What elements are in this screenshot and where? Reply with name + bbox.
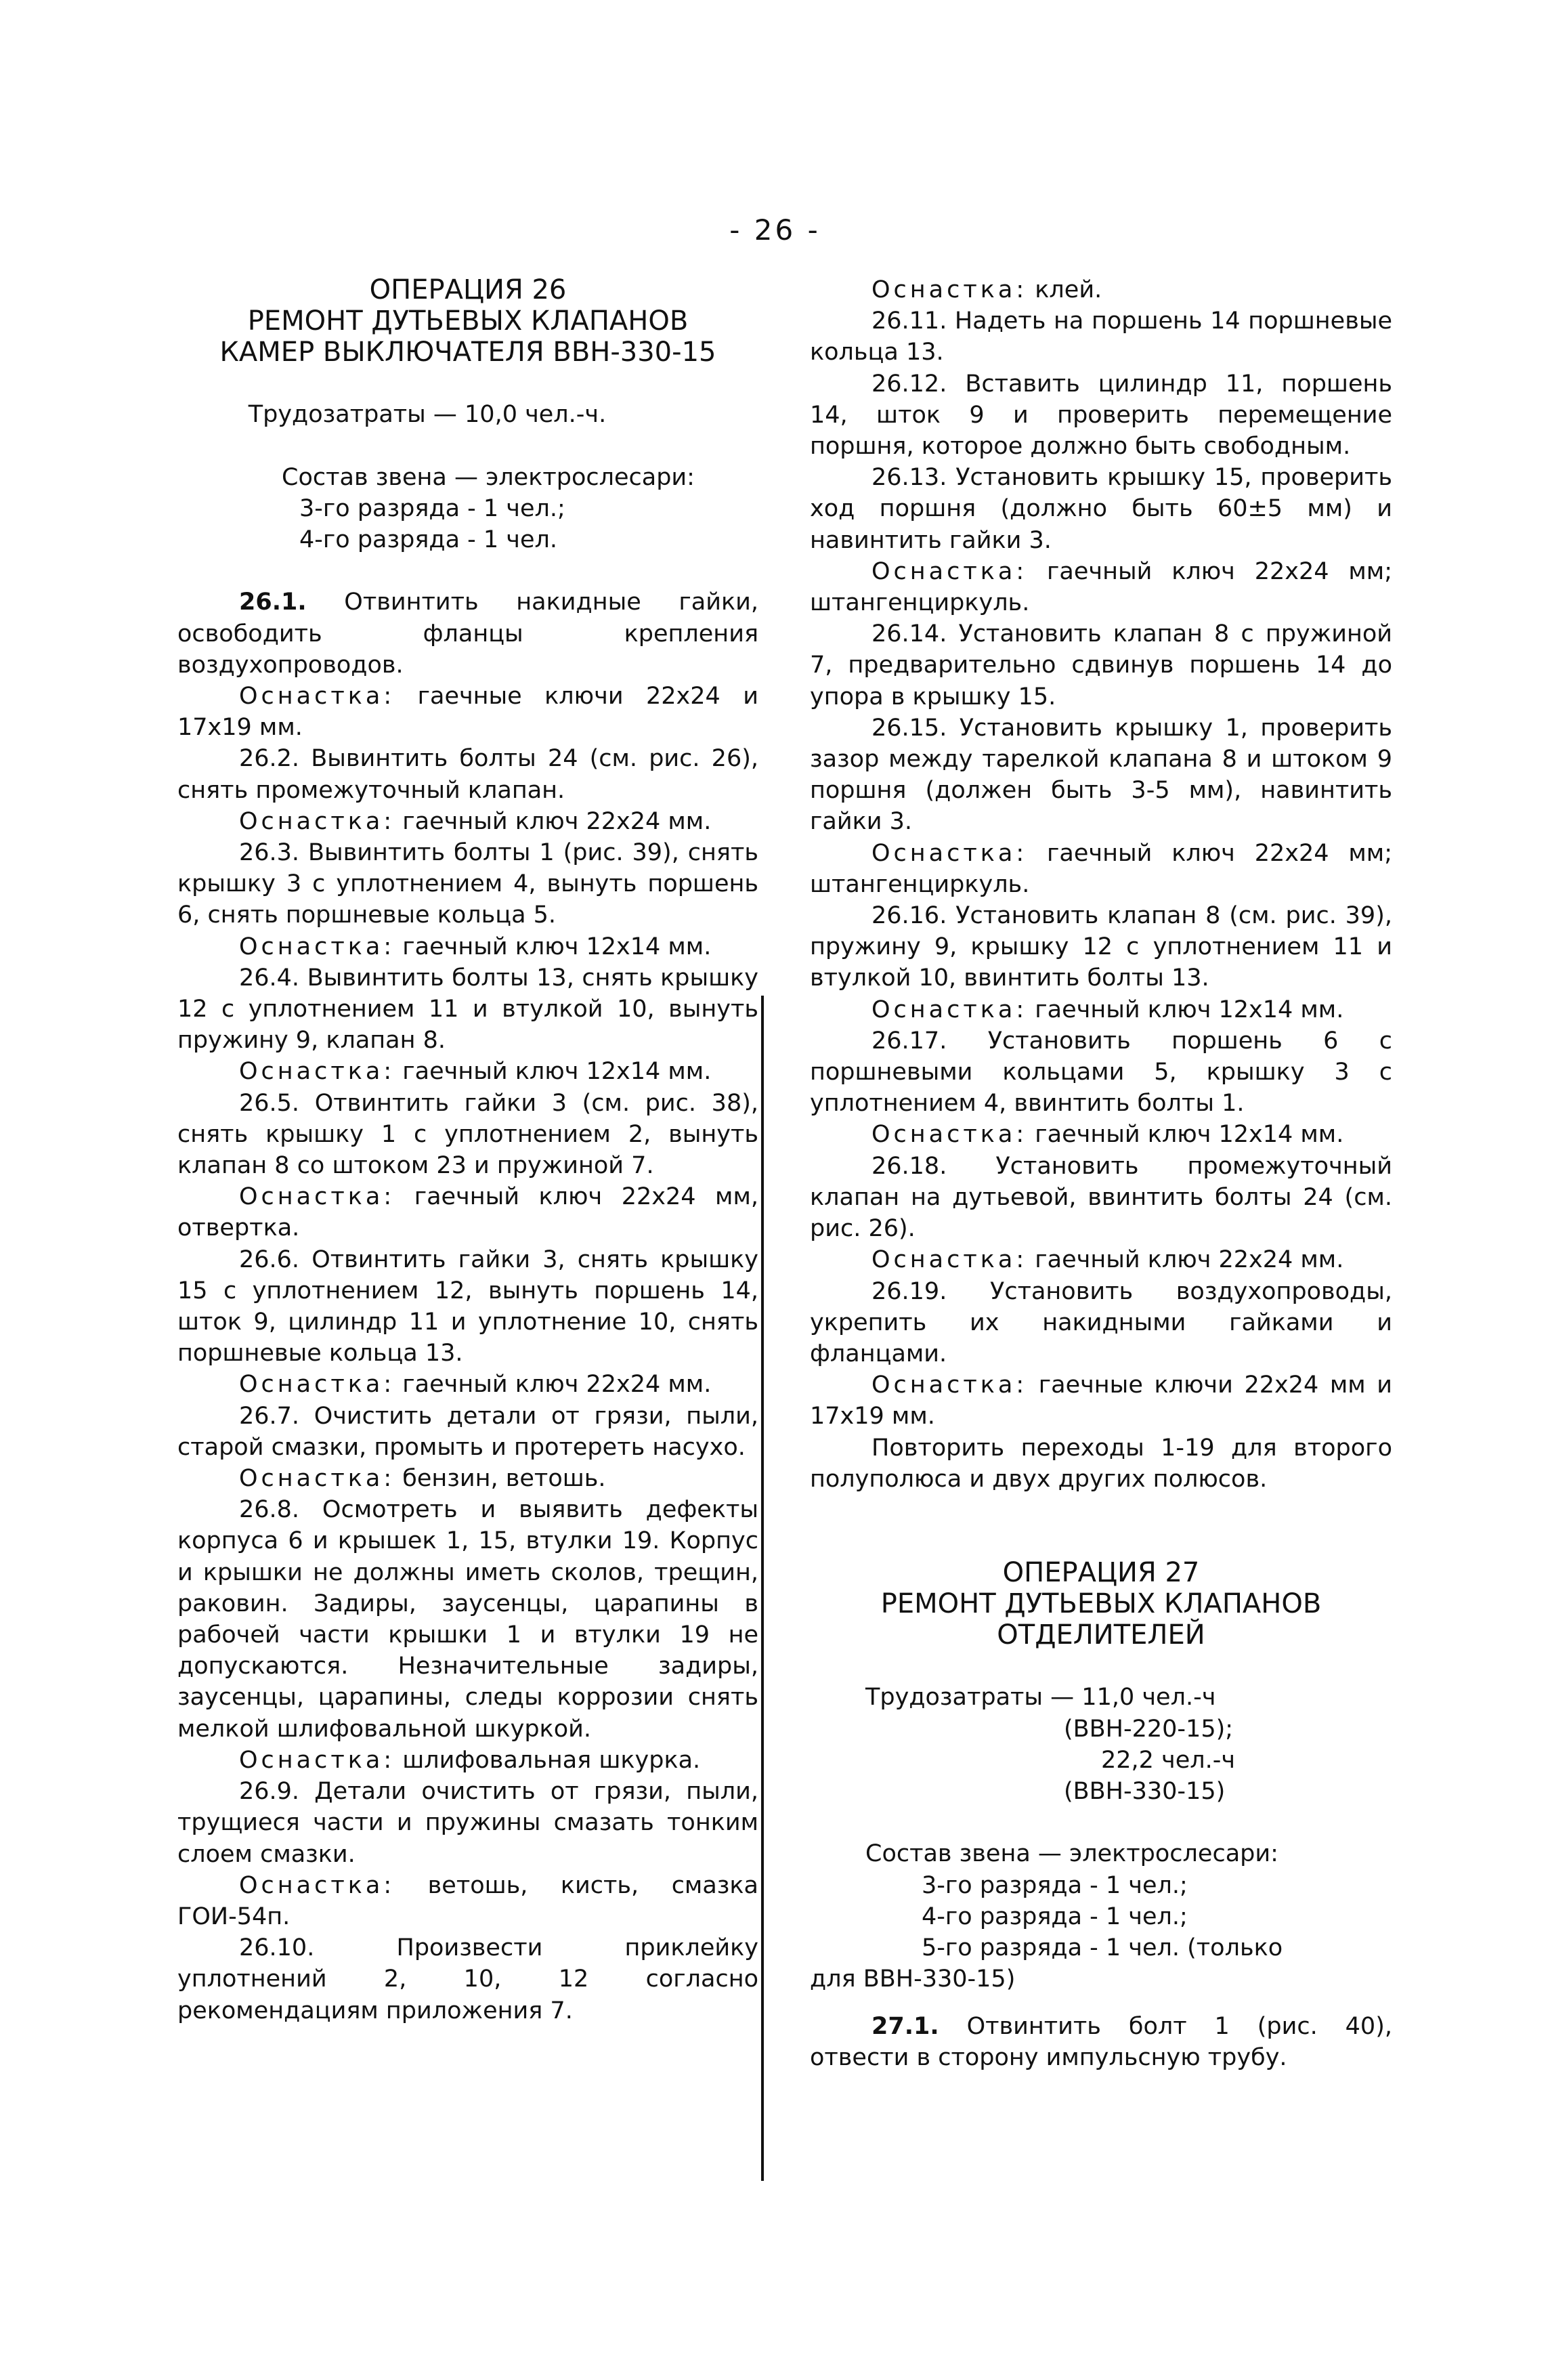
op26-labor: Трудозатраты — 10,0 чел.-ч. bbox=[248, 401, 607, 429]
tooling-line: Оснастка: гаечный ключ 22х24 мм, отвертка. bbox=[177, 1183, 758, 1242]
step-26-12: 26.12. Вставить цилиндр 11, поршень 14, шток 9 и проверить перемещение поршня, которое должно быть свободным. bbox=[810, 370, 1392, 461]
tooling-line: Оснастка: гаечные ключи 22х24 и 17х19 мм. bbox=[177, 682, 758, 742]
step-26-6: 26.6. Отвинтить гайки 3, снять крышку 15 с уплотнением 12, вынуть поршень 14, шток 9, цилиндр 11 и уплотнение 10, снять поршневые кольца 13. bbox=[177, 1246, 758, 1367]
op27-crew-line: 3-го разряда - 1 чел.; bbox=[922, 1871, 1188, 1899]
op26-title bbox=[177, 274, 758, 368]
tooling-line: Оснастка: бензин, ветошь. bbox=[239, 1465, 606, 1493]
step-26-14: 26.14. Установить клапан 8 с пружиной 7, предварительно сдвинув поршень 14 до упора в крышку 15. bbox=[810, 620, 1392, 710]
step-27-1: 27.1. Отвинтить болт 1 (рис. 40), отвести в сторону импульсную трубу. bbox=[810, 2012, 1392, 2071]
op26-crew-title: Состав звена — электрослесари: bbox=[282, 463, 695, 491]
step-26-7: 26.7. Очистить детали от грязи, пыли, старой смазки, промыть и протереть насухо. bbox=[177, 1402, 758, 1461]
step-26-1: 26.1. Отвинтить накидные гайки, освободить фланцы крепления воздухопроводов. bbox=[177, 589, 758, 679]
op26-title-line: РЕМОНТ ДУТЬЕВЫХ КЛАПАНОВ bbox=[247, 305, 689, 337]
op27-labor-line: (ВВН-330-15) bbox=[1064, 1778, 1226, 1806]
page-number: - 26 - bbox=[729, 213, 821, 247]
tooling-line: Оснастка: ветошь, кисть, смазка ГОИ-54п. bbox=[177, 1871, 758, 1930]
column-divider bbox=[761, 996, 764, 2181]
right-column bbox=[810, 274, 1392, 2073]
op27-crew-tail: для ВВН-330-15) bbox=[810, 1965, 1016, 1993]
op27-crew-line: 4-го разряда - 1 чел.; bbox=[922, 1903, 1188, 1930]
step-26-16: 26.16. Установить клапан 8 (см. рис. 39), пружину 9, крышку 12 с уплотнением 11 и втулкой 10, ввинтить болты 13. bbox=[810, 902, 1392, 992]
tooling-line: Оснастка: гаечный ключ 22х24 мм. bbox=[239, 1371, 712, 1399]
op27-crew-title: Состав звена — электрослесари: bbox=[865, 1840, 1278, 1868]
op27-labor-line: (ВВН-220-15); bbox=[1064, 1715, 1234, 1743]
tooling-line: Оснастка: шлифовальная шкурка. bbox=[239, 1746, 701, 1774]
op26-title-line: ОПЕРАЦИЯ 26 bbox=[369, 274, 567, 305]
step-26-13: 26.13. Установить крышку 15, проверить ход поршня (должно быть 60±5 мм) и навинтить гайки 3. bbox=[810, 464, 1392, 554]
tooling-line: Оснастка: гаечный ключ 12х14 мм. bbox=[239, 933, 712, 960]
op27-title bbox=[810, 1557, 1392, 1651]
op27-title-line: ОТДЕЛИТЕЛЕЙ bbox=[997, 1619, 1205, 1651]
op27-title-line: РЕМОНТ ДУТЬЕВЫХ КЛАПАНОВ bbox=[880, 1588, 1322, 1620]
step-26-19: 26.19. Установить воздухопроводы, укрепить их накидными гайками и фланцами. bbox=[810, 1277, 1392, 1367]
tooling-line: Оснастка: гаечный ключ 12х14 мм. bbox=[871, 996, 1344, 1023]
tooling-line: Оснастка: гаечные ключи 22х24 мм и 17х19 мм. bbox=[810, 1372, 1392, 1430]
step-26-10: 26.10. Произвести приклейку уплотнений 2, 10, 12 согласно рекомендациям приложения 7. bbox=[177, 1934, 758, 2024]
step-26-3: 26.3. Вывинтить болты 1 (рис. 39), снять крышку 3 с уплотнением 4, вынуть поршень 6, снять поршневые кольца 5. bbox=[177, 839, 758, 929]
tooling-line: Оснастка: гаечный ключ 22х24 мм. bbox=[239, 807, 712, 835]
step-26-18: 26.18. Установить промежуточный клапан на дутьевой, ввинтить болты 24 (см. рис. 26). bbox=[810, 1152, 1392, 1243]
op27-labor: Трудозатраты — 11,0 чел.-ч bbox=[865, 1684, 1216, 1712]
tooling-line: Оснастка: гаечный ключ 12х14 мм. bbox=[239, 1058, 712, 1086]
op27-title-line: ОПЕРАЦИЯ 27 bbox=[1002, 1557, 1200, 1589]
step-26-9: 26.9. Детали очистить от грязи, пыли, трущиеся части и пружины смазать тонким слоем смазки. bbox=[177, 1778, 758, 1868]
op26-title-line: КАМЕР ВЫКЛЮЧАТЕЛЯ ВВН-330-15 bbox=[219, 337, 716, 368]
step-26-8: 26.8. Осмотреть и выявить дефекты корпуса 6 и крышек 1, 15, втулки 19. Корпус и крышки не должны иметь сколов, трещин, раковин. Задиры, заусенцы, царапины в рабочей части крышки 1 и втулки 19 не допускаются. Незначительные задиры, заусенцы, царапины, следы коррозии снять мелкой шлифовальной шкуркой. bbox=[177, 1496, 758, 1743]
tooling-line: Оснастка: гаечный ключ 22х24 мм; штангенциркуль. bbox=[810, 839, 1392, 898]
op27-labor-line: 22,2 чел.-ч bbox=[1101, 1746, 1236, 1774]
tooling-line: Оснастка: гаечный ключ 12х14 мм. bbox=[871, 1121, 1344, 1149]
op26-crew-line: 4-го разряда - 1 чел. bbox=[299, 526, 558, 553]
step-26-17: 26.17. Установить поршень 6 с поршневыми кольцами 5, крышку 3 с уплотнением 4, ввинтить болты 1. bbox=[810, 1027, 1392, 1118]
tooling-line: Оснастка: клей. bbox=[871, 276, 1102, 303]
repeat-note: Повторить переходы 1-19 для второго полуполюса и двух других полюсов. bbox=[810, 1434, 1392, 1493]
op26-crew-line: 3-го разряда - 1 чел.; bbox=[299, 494, 565, 522]
step-26-2: 26.2. Вывинтить болты 24 (см. рис. 26), снять промежуточный клапан. bbox=[177, 745, 758, 804]
step-26-15: 26.15. Установить крышку 1, проверить зазор между тарелкой клапана 8 и штоком 9 поршня (должен быть 3-5 мм), навинтить гайки 3. bbox=[810, 714, 1392, 836]
step-26-5: 26.5. Отвинтить гайки 3 (см. рис. 38), снять крышку 1 с уплотнением 2, вынуть клапан 8 со штоком 23 и пружиной 7. bbox=[177, 1089, 758, 1180]
tooling-line: Оснастка: гаечный ключ 22х24 мм. bbox=[871, 1246, 1344, 1274]
tooling-line: Оснастка: гаечный ключ 22х24 мм; штангенциркуль. bbox=[810, 557, 1392, 617]
left-column bbox=[177, 274, 758, 2026]
step-26-11: 26.11. Надеть на поршень 14 поршневые кольца 13. bbox=[810, 307, 1392, 366]
op27-crew-line: 5-го разряда - 1 чел. (только bbox=[922, 1934, 1283, 1962]
step-26-4: 26.4. Вывинтить болты 13, снять крышку 12 с уплотнением 11 и втулкой 10, вынуть пружину 9, клапан 8. bbox=[177, 964, 758, 1055]
